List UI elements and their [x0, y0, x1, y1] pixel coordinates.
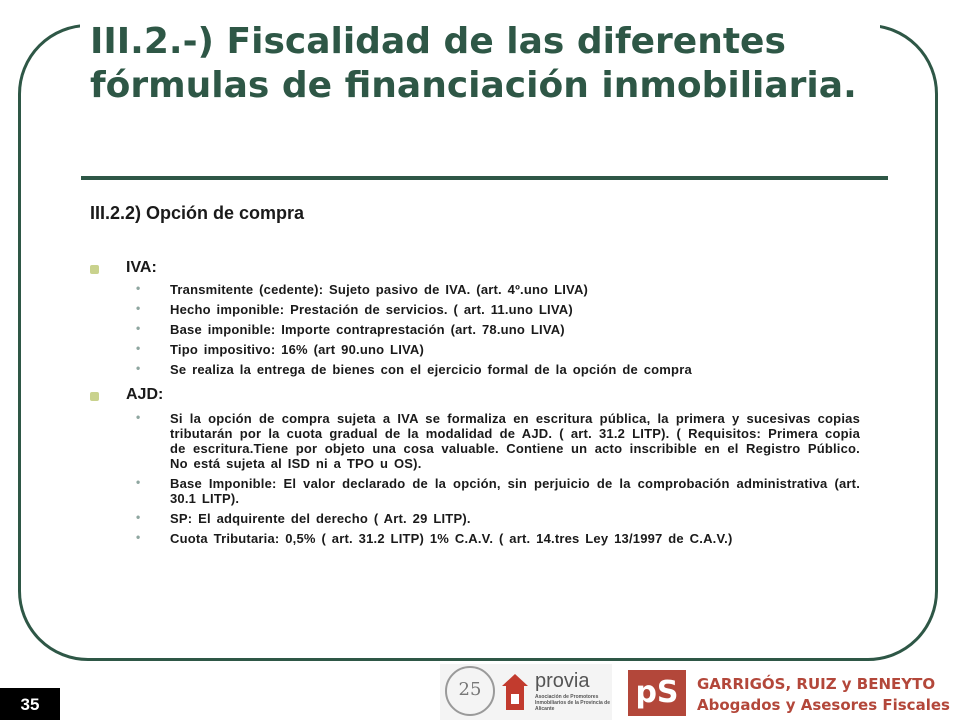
provia-description: Asociación de Promotores Inmobiliarios de la Provincia de Alicante	[535, 694, 611, 712]
section-iva	[90, 259, 890, 382]
section-label: IVA:	[126, 259, 157, 276]
bullet-dot-icon: •	[136, 301, 141, 315]
slide-subtitle: III.2.2) Opción de compra	[90, 203, 305, 223]
section-header	[90, 259, 890, 281]
bullet-dot-icon: •	[136, 530, 141, 544]
list-item: • Cuota Tributaria: 0,5% ( art. 31.2 LITP) 1% C.A.V. ( art. 14.tres Ley 13/1997 de C.A.V.)	[136, 530, 733, 546]
bullet-dot-icon: •	[136, 321, 141, 335]
square-bullet-icon	[90, 392, 99, 401]
section-header	[90, 386, 890, 408]
title-divider	[81, 176, 888, 180]
square-bullet-icon	[90, 265, 99, 274]
list-item: • Tipo impositivo: 16% (art 90.uno LIVA)	[136, 341, 425, 357]
bullet-dot-icon: •	[136, 341, 141, 355]
iva-list	[90, 282, 890, 377]
ps-logo: pS	[628, 670, 686, 716]
list-item: • Base Imponible: El valor declarado de la opción, sin perjuicio de la comprobación administrativa (art. 30.1 LITP).	[136, 475, 860, 506]
bullet-dot-icon: •	[136, 475, 141, 489]
ajd-list	[90, 411, 890, 546]
bullet-dot-icon: •	[136, 361, 141, 375]
list-item: • SP: El adquirente del derecho ( Art. 29 LITP).	[136, 510, 471, 526]
bullet-dot-icon: •	[136, 281, 141, 295]
firm-subtitle: Abogados y Asesores Fiscales	[697, 696, 950, 714]
slide-title: III.2.-) Fiscalidad de las diferentes fórmulas de financiación inmobiliaria.	[90, 21, 857, 106]
list-item: • Se realiza la entrega de bienes con el ejercicio formal de la opción de compra	[136, 361, 692, 377]
bullet-dot-icon: •	[136, 410, 141, 424]
list-item: • Base imponible: Importe contraprestación (art. 78.uno LIVA)	[136, 321, 565, 337]
page-number: 35	[0, 688, 60, 720]
provia-house-icon	[500, 672, 530, 712]
section-label: AJD:	[126, 386, 164, 403]
list-item: • Hecho imponible: Prestación de servicios. ( art. 11.uno LIVA)	[136, 301, 573, 317]
provia-logo-text: provia	[535, 670, 590, 692]
bullet-dot-icon: •	[136, 510, 141, 524]
anniversary-seal-logo: 25	[445, 666, 495, 716]
list-item: • Transmitente (cedente): Sujeto pasivo de IVA. (art. 4º.uno LIVA)	[136, 281, 589, 297]
firm-name: GARRIGÓS, RUIZ y BENEYTO	[697, 675, 936, 693]
section-ajd	[90, 386, 890, 551]
list-item: • Si la opción de compra sujeta a IVA se formaliza en escritura pública, la primera y sucesivas copias tributarán por la cuota gradual de la modalidad de AJD. ( art. 31.2 LITP). ( Requisitos: Primera copia de escritura.Tiene por objeto una cosa valuable. Contiene un acto inscribible en el Registro Público. No está sujeta al ISD ni a TPO u OS).	[136, 410, 860, 471]
